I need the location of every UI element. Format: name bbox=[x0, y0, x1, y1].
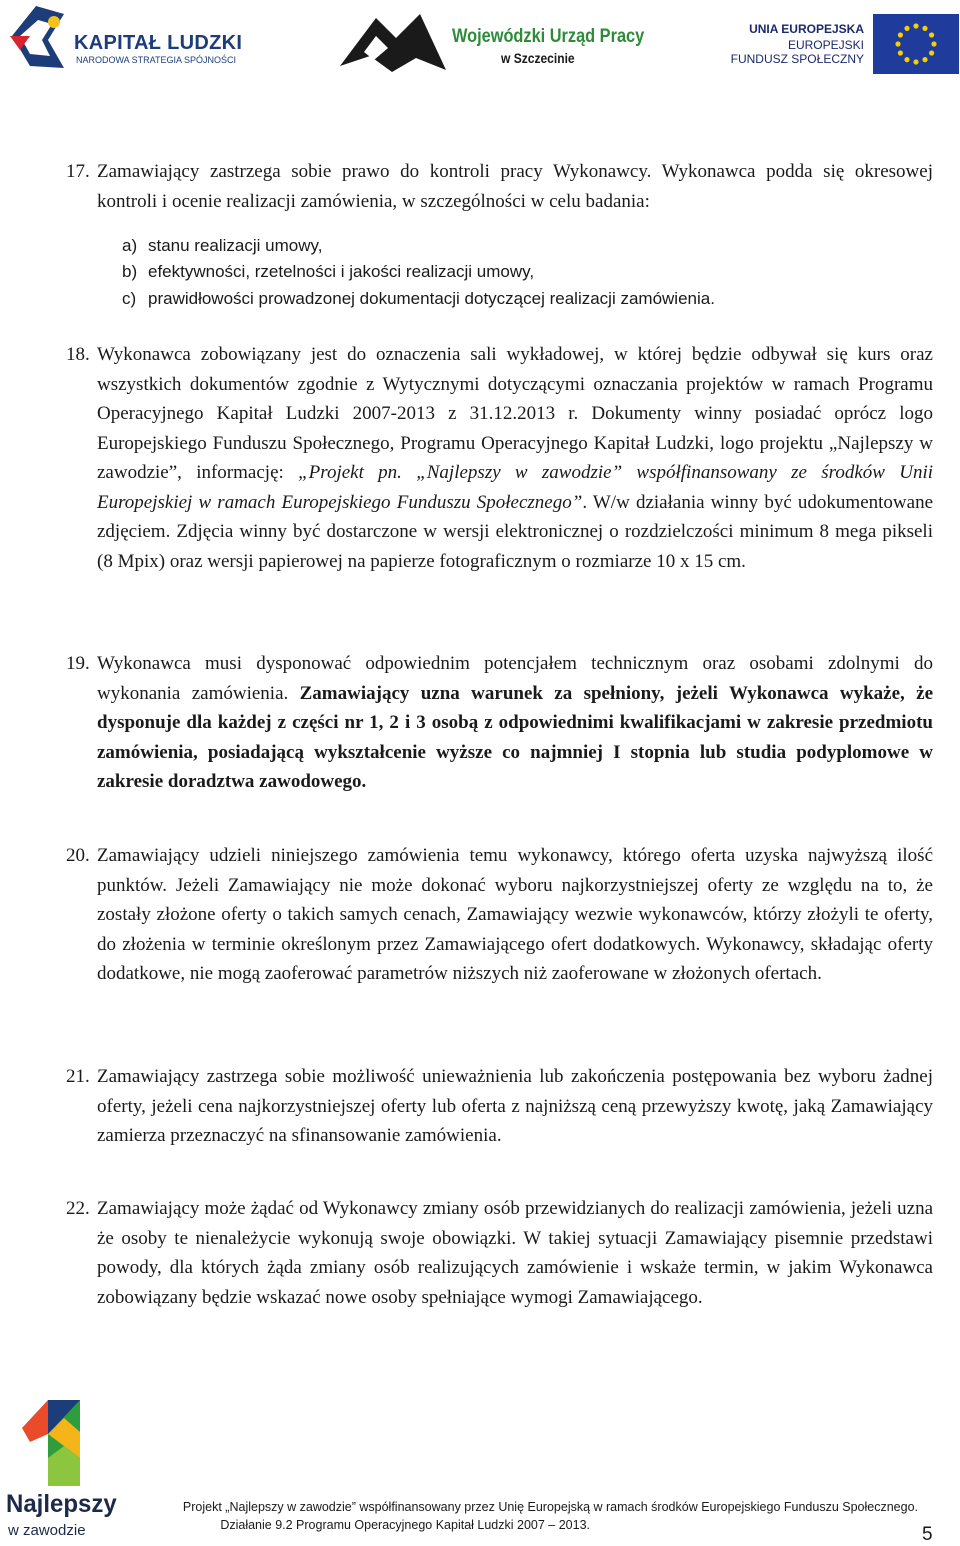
eu-line-1: UNIA EUROPEJSKA bbox=[749, 22, 864, 36]
list-item bbox=[122, 259, 535, 286]
paragraph-number: 22. bbox=[66, 1198, 90, 1219]
footer-line-2-text: Działanie 9.2 Programu Operacyjnego Kapitał Ludzki 2007 – 2013. bbox=[220, 1518, 590, 1532]
list-item bbox=[122, 286, 715, 313]
paragraph-number: 21. bbox=[66, 1066, 90, 1087]
paragraph-17 bbox=[66, 157, 933, 216]
paragraph-19 bbox=[66, 649, 934, 797]
wup-subtitle: w Szczecinie bbox=[501, 50, 575, 66]
paragraph-number: 20. bbox=[66, 845, 90, 866]
najlepszy-logo-subtitle: w zawodzie bbox=[8, 1522, 86, 1539]
paragraph-text: Zamawiający może żądać od Wykonawcy zmiany osób przewidzianych do realizacji zamówienia, jeżeli uzna że osoby te nienależycie wykonują swoje obowiązki. W takiej sytuacji Zamawiający pisemnie przedstawi powody, dla których żąda zmiany osób realizujących zamówienie i wskaże termin, w jakim Wykonawca zobowiązany będzie wskazać nowe osoby spełniające wymogi Zamawiającego. bbox=[97, 1198, 933, 1308]
wup-title: Wojewódzki Urząd Pracy bbox=[452, 26, 645, 47]
paragraph-number: 18. bbox=[66, 344, 90, 365]
eu-line-3: FUNDUSZ SPOŁECZNY bbox=[730, 52, 864, 66]
paragraph-text: Wykonawca zobowiązany jest do oznaczenia sali wykładowej, w której będzie odbywał się kurs oraz wszystkich dokumentów zgodnie z Wytycznymi dotyczącymi oznaczania projektów w ramach Programu Operacyjnego Kapitał Ludzki 2007-2013 z 31.12.2013 r. Dokumenty winny posiadać oprócz logo Europejskiego Funduszu Społecznego, Programu Operacyjnego Kapitał Ludzki, logo projektu „Najlepszy w zawodzie”, informację: bbox=[97, 344, 933, 483]
list-item bbox=[122, 233, 323, 260]
list-text: stanu realizacji umowy, bbox=[148, 236, 323, 255]
list-letter: c) bbox=[122, 289, 137, 308]
paragraph-text: Zamawiający udzieli niniejszego zamówienia temu wykonawcy, którego oferta uzyska najwyższą ilość punktów. Jeżeli Zamawiający nie może dokonać wyboru najkorzystniejszej oferty ze względu na to, że zostały złożone oferty o takich samych cenach, Zamawiający wezwie wykonawców, którzy złożyli te oferty, do złożenia w terminie określonym przez Zamawiającego ofert dodatkowych. Wykonawcy, składając oferty dodatkowe, nie mogą zaoferować parametrów niższych niż zaoferowane w złożonych ofertach. bbox=[97, 845, 933, 984]
paragraph-bold-text: Zamawiający uzna warunek za spełniony, jeżeli Wykonawca wykaże, że dysponuje dla każdej z części nr 1, 2 i 3 osobą z odpowiednimi kwalifikacjami w zakresie przedmiotu zamówienia, posiadającą wykształcenie wyższe co najmniej I stopnia lub studia podyplomowe w zakresie doradztwa zawodowego. bbox=[97, 682, 934, 792]
page-number: 5 bbox=[922, 1524, 933, 1545]
list-letter: a) bbox=[122, 236, 138, 255]
paragraph-21 bbox=[66, 1062, 933, 1151]
najlepszy-logo-title: Najlepszy bbox=[6, 1490, 117, 1518]
paragraph-18 bbox=[66, 340, 934, 576]
kapital-ludzki-subtitle: NARODOWA STRATEGIA SPÓJNOŚCI bbox=[76, 55, 237, 65]
paragraph-text: Zamawiający zastrzega sobie prawo do kontroli pracy Wykonawcy. Wykonawca podda się okresowej kontroli i ocenie realizacji zamówienia, w szczególności w celu badania: bbox=[97, 161, 933, 212]
footer-line-1-text: Projekt „Najlepszy w zawodzie” współfinansowany przez Unię Europejską w ramach środków Europejskiego Funduszu Społecznego. bbox=[182, 1500, 918, 1514]
kapital-ludzki-title: KAPITAŁ LUDZKI bbox=[74, 32, 243, 54]
list-text: efektywności, rzetelności i jakości realizacji umowy, bbox=[148, 262, 535, 281]
eu-line-2: EUROPEJSKI bbox=[787, 38, 864, 52]
list-letter: b) bbox=[122, 262, 138, 281]
list-text: prawidłowości prowadzonej dokumentacji dotyczącej realizacji zamówienia. bbox=[148, 289, 715, 308]
paragraph-text: Zamawiający zastrzega sobie możliwość unieważnienia lub zakończenia postępowania bez wyboru żadnej oferty, jeżeli cena najkorzystniejszej oferty lub oferta z najniższą ceną przewyższy kwotę, jaką Zamawiający zamierza przeznaczyć na sfinansowanie zamówienia. bbox=[97, 1066, 933, 1146]
paragraph-number: 17. bbox=[66, 161, 90, 182]
paragraph-italic-text: „Projekt pn. „Najlepszy w zawodzie” współfinansowany ze środków Unii Europejskiej w ramach Europejskiego Funduszu Społecznego” bbox=[97, 462, 934, 513]
paragraph-text-continued: . W/w działania winny być udokumentowane zdjęciem. Zdjęcia winny być dostarczone w wersji elektronicznej o rozdzielczości minimum 8 mega pikseli (8 Mpix) oraz wersji papierowej na papierze fotograficznym o rozmiarze 10 x 15 cm. bbox=[97, 491, 934, 572]
paragraph-text: Wykonawca musi dysponować odpowiednim potencjałem technicznym oraz osobami zdolnymi do wykonania zamówienia. bbox=[97, 653, 933, 704]
paragraph-number: 19. bbox=[66, 653, 90, 674]
paragraph-22 bbox=[66, 1194, 933, 1312]
paragraph-20 bbox=[66, 841, 933, 989]
eu-flag-icon bbox=[873, 14, 959, 74]
